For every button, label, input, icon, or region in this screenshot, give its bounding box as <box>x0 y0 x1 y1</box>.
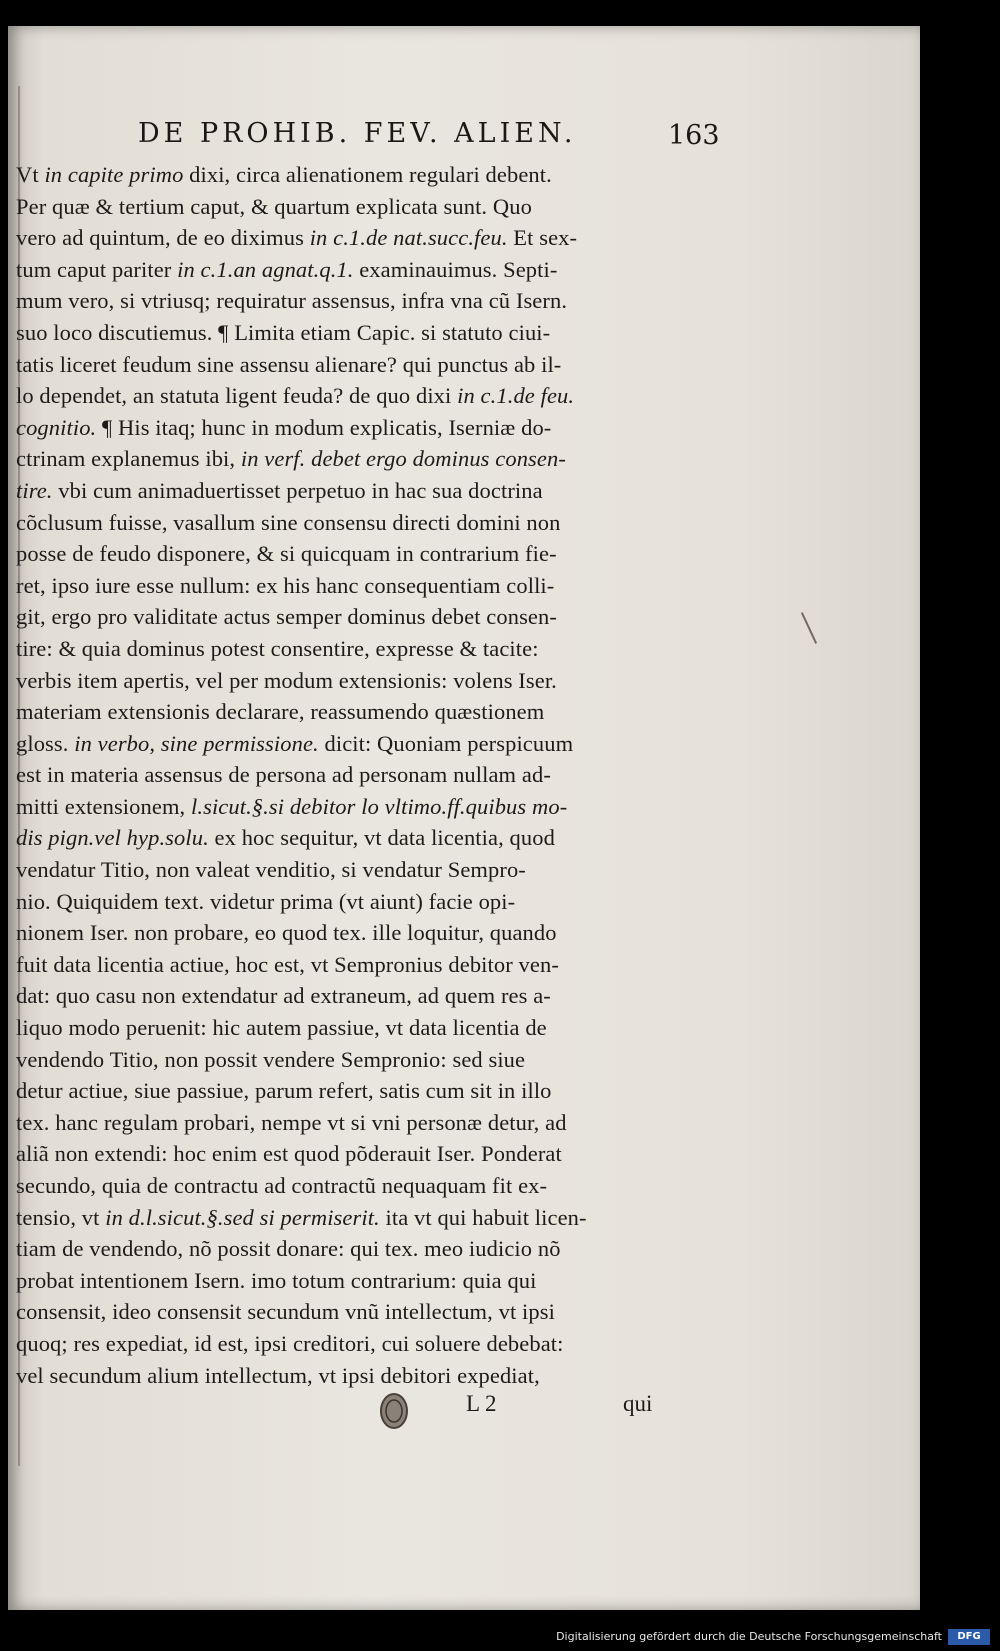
body-text-segment: tatis liceret feudum sine assensu alienare? qui punctus ab il- <box>16 351 562 377</box>
running-title: DE PROHIB. FEV. ALIEN. <box>138 118 577 149</box>
text-line <box>16 949 706 981</box>
page-footer <box>8 1391 708 1431</box>
text-line <box>16 443 706 475</box>
body-text-segment: Et sex- <box>507 225 578 251</box>
text-line <box>16 570 706 602</box>
body-text-segment: gloss. <box>16 730 75 756</box>
text-line <box>16 822 706 854</box>
text-line <box>16 854 706 886</box>
body-text-segment: vendatur Titio, non valeat venditio, si vendatur Sempro- <box>16 857 526 883</box>
citation-text: in capite primo <box>44 162 184 187</box>
text-line <box>16 507 706 539</box>
body-text-segment: suo loco discutiemus. ¶ Limita etiam Capic. si statuto ciui- <box>16 319 551 345</box>
text-line <box>16 1107 706 1139</box>
text-line <box>16 728 706 760</box>
body-text-segment: cõclusum fuisse, vasallum sine consensu directi domini non <box>16 509 561 535</box>
citation-text: dis pign.vel hyp.solu. <box>16 825 209 851</box>
citation-text: l.sicut.§.si debitor lo vltimo.ff.quibus mo- <box>191 793 568 819</box>
citation-text: cognitio. <box>16 414 97 440</box>
library-stamp-icon <box>378 1391 410 1431</box>
body-text-segment: verbis item apertis, vel per modum extensionis: volens Iser. <box>16 667 557 693</box>
body-text-segment: dixi, circa alienationem regulari debent. <box>183 162 552 187</box>
citation-text: in c.1.an agnat.q.1. <box>177 256 354 282</box>
body-text-segment: vel secundum alium intellectum, vt ipsi debitori expediat, <box>16 1362 540 1388</box>
body-text-segment: aliã non extendi: hoc enim est quod põderauit Iser. Ponderat <box>16 1141 562 1167</box>
text-line <box>16 380 706 412</box>
text-line <box>16 980 706 1012</box>
pencil-mark <box>801 612 817 644</box>
body-text-segment: Per quæ & tertium caput, & quartum explicata sunt. Quo <box>16 193 532 219</box>
digitization-credit: Digitalisierung gefördert durch die Deutsche Forschungsgemeinschaft <box>556 1630 942 1643</box>
body-text-segment: quoq; res expediat, id est, ipsi creditori, cui soluere debebat: <box>16 1330 564 1356</box>
body-text-segment: nio. Quiquidem text. videtur prima (vt aiunt) facie opi- <box>16 888 516 914</box>
body-text-segment: dat: quo casu non extendatur ad extraneum, ad quem res a- <box>16 983 551 1009</box>
body-text-segment: ita vt qui habuit licen- <box>379 1204 587 1230</box>
citation-text: in c.1.de feu. <box>457 383 575 409</box>
citation-text: in c.1.de nat.succ.feu. <box>309 225 508 251</box>
text-line <box>16 917 706 949</box>
body-text-segment: fuit data licentia actiue, hoc est, vt Sempronius debitor ven- <box>16 951 559 977</box>
body-text-segment: tensio, vt <box>16 1204 106 1230</box>
text-line <box>16 759 706 791</box>
text-line <box>16 1328 706 1360</box>
page-number: 163 <box>668 120 720 151</box>
citation-text: in d.l.sicut.§.sed si permiserit. <box>105 1204 380 1230</box>
catchword: qui <box>623 1391 653 1416</box>
body-text-segment: tum caput pariter <box>16 256 178 282</box>
citation-text: in verf. debet ergo dominus consen- <box>240 446 566 472</box>
text-line <box>16 412 706 444</box>
body-text-segment: ¶ His itaq; hunc in modum explicatis, Iserniæ do- <box>96 414 552 440</box>
body-text-segment: examinauimus. Septi- <box>353 256 558 282</box>
text-line <box>16 791 706 823</box>
body-text-segment: probat intentionem Isern. imo totum contrarium: quia qui <box>16 1267 537 1293</box>
body-text-segment: ctrinam explanemus ibi, <box>16 446 241 472</box>
text-line <box>16 1233 706 1265</box>
text-line <box>16 475 706 507</box>
body-text-segment: vbi cum animaduertisset perpetuo in hac sua doctrina <box>52 477 543 503</box>
text-line <box>16 633 706 665</box>
text-line <box>16 1265 706 1297</box>
text-line <box>16 601 706 633</box>
body-text-segment: tire: & quia dominus potest consentire, expresse & tacite: <box>16 635 539 661</box>
body-text-segment: liquo modo peruenit: hic autem passiue, vt data licentia de <box>16 1015 547 1041</box>
body-text-segment: posse de feudo disponere, & si quicquam in contrarium fie- <box>16 541 557 567</box>
text-line <box>16 1170 706 1202</box>
citation-text: in verbo, sine permissione. <box>74 730 319 756</box>
text-line <box>16 349 706 381</box>
text-line <box>16 538 706 570</box>
text-line <box>16 1075 706 1107</box>
body-text-segment: vero ad quintum, de eo diximus <box>16 225 310 251</box>
book-page <box>8 26 920 1610</box>
text-line <box>16 1044 706 1076</box>
text-line <box>16 159 706 191</box>
text-line <box>16 665 706 697</box>
text-line <box>16 1360 706 1392</box>
body-text-segment: mitti extensionem, <box>16 793 192 819</box>
body-text-segment: tex. hanc regulam probari, nempe vt si vni personæ detur, ad <box>16 1109 567 1135</box>
body-text-segment: vendendo Titio, non possit vendere Sempronio: sed siue <box>16 1046 526 1072</box>
body-text-segment: Vt <box>16 162 45 187</box>
body-text-segment: nionem Iser. non probare, eo quod tex. ille loquitur, quando <box>16 920 557 946</box>
text-line <box>16 317 706 349</box>
dfg-logo: DFG <box>948 1629 990 1645</box>
body-text-segment: dicit: Quoniam perspicuum <box>318 730 574 756</box>
body-text-segment: lo dependet, an statuta ligent feuda? de quo dixi <box>16 383 458 409</box>
body-text-segment: tiam de vendendo, nõ possit donare: qui tex. meo iudicio nõ <box>16 1236 561 1262</box>
body-text-segment: secundo, quia de contractu ad contractũ nequaquam fit ex- <box>16 1173 548 1198</box>
body-text-segment: git, ergo pro validitate actus semper dominus debet consen- <box>16 604 557 630</box>
body-text-segment: mum vero, si vtriusq; requiratur assensus, infra vna cũ Isern. <box>16 288 568 314</box>
text-line <box>16 1012 706 1044</box>
body-text <box>16 159 706 1391</box>
text-line <box>16 222 706 254</box>
text-line <box>16 1296 706 1328</box>
citation-text: tire. <box>16 477 53 503</box>
body-text-segment: est in materia assensus de persona ad personam nullam ad- <box>16 762 551 788</box>
signature-mark: L 2 <box>466 1391 497 1416</box>
body-text-segment: detur actiue, siue passiue, parum refert, satis cum sit in illo <box>16 1078 552 1104</box>
text-line <box>16 696 706 728</box>
text-line <box>16 886 706 918</box>
text-line <box>16 1138 706 1170</box>
text-line <box>16 285 706 317</box>
body-text-segment: materiam extensionis declarare, reassumendo quæstionem <box>16 699 545 725</box>
body-text-segment: ret, ipso iure esse nullum: ex his hanc consequentiam colli- <box>16 572 555 598</box>
text-line <box>16 191 706 223</box>
text-line <box>16 1202 706 1234</box>
body-text-segment: consensit, ideo consensit secundum vnũ intellectum, vt ipsi <box>16 1299 555 1325</box>
body-text-segment: ex hoc sequitur, vt data licentia, quod <box>208 825 555 851</box>
text-line <box>16 254 706 286</box>
